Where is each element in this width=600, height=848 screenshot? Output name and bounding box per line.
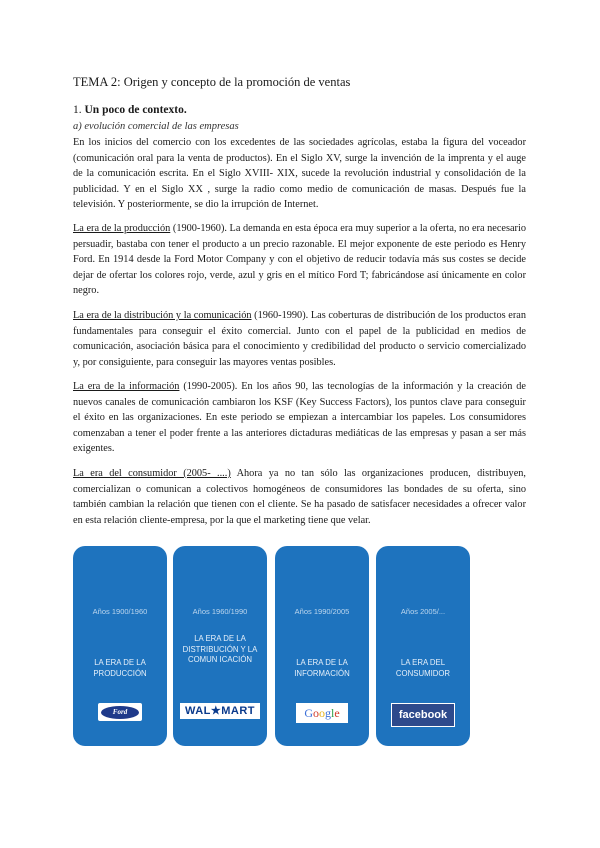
section-heading [73, 104, 187, 116]
subsection-letter: a) [73, 121, 82, 132]
intro-paragraph: En los inicios del comercio con los excedentes de las sociedades agrícolas, estaba la figura del voceador (comunicación oral para la venta de productos). En el Siglo XV, surge la invención de la imprenta y el auge de la comunicación escrita. En el Siglo XVIII- XIX, sucede la revolución industrial y consolidación de la publicidad. Y en el Siglo XX , surge la radio como medio de comunicación de masas. Después fue la televisión. Y posteriormente, se dio la irrupción de Internet. [73, 137, 526, 211]
era-box-information [275, 546, 369, 746]
era-box-distribution [173, 546, 267, 746]
subsection-heading [73, 121, 239, 132]
era-box-production [73, 546, 167, 746]
era-information-heading: La era de la información [73, 381, 180, 392]
era-box-years: Años 1990/2005 [294, 607, 350, 616]
era-box-label: LA ERA DEL CONSUMIDOR [395, 658, 451, 678]
era-box-years: Años 2005/... [400, 607, 446, 616]
subsection-title: evolución comercial de las empresas [84, 121, 239, 132]
document-title: TEMA 2: Origen y concepto de la promoción de ventas [73, 75, 351, 89]
era-distribution-paragraph [73, 308, 526, 370]
walmart-logo-icon: WAL★MART [180, 703, 260, 719]
era-box-label: LA ERA DE LA DISTRIBUCIÓN Y LA COMUN ICACIÓN [182, 634, 258, 664]
era-box-consumer [376, 546, 470, 746]
era-box-years: Años 1960/1990 [192, 607, 248, 616]
era-box-years: Años 1900/1960 [92, 607, 148, 616]
era-information-paragraph [73, 379, 526, 457]
era-consumer-paragraph [73, 466, 526, 528]
era-production-paragraph [73, 221, 526, 299]
era-consumer-text: Ahora ya no tan sólo las organizaciones producen, distribuyen, comercializan o comunican a colectivos homogéneos de consumidores las bondades de su oferta, sino también cambian la relación que tienen con el cliente. Se ha pasado de satisfacer necesidades a ofrecer valor en esta relación cliente-empresa, por la que el marketing tiene que velar. [73, 468, 526, 526]
era-consumer-heading: La era del consumidor (2005- ....) [73, 468, 231, 479]
era-box-label: LA ERA DE LA PRODUCCIÓN [93, 658, 147, 678]
era-distribution-heading: La era de la distribución y la comunicación [73, 310, 252, 321]
era-production-text: (1900-1960). La demanda en esta época era muy superior a la oferta, no era necesario persuadir, bastaba con tener el producto a un precio razonable. El mejor exponente de este periodo es Henry Ford. En 1914 desde la Ford Motor Company y con el objetivo de reducir todavía más sus costes se decide dejar de ofertar los colores rojo, verde, azul y gris en el mítico Ford T; fabricándose así únicamente en color negro. [73, 223, 526, 297]
section-number: 1. [73, 104, 82, 116]
google-logo-icon: G o o g l e [296, 703, 348, 723]
era-production-heading: La era de la producción [73, 223, 171, 234]
facebook-logo-icon: facebook [391, 703, 455, 727]
ford-logo-icon: Ford [98, 703, 142, 721]
era-information-text: (1990-2005). En los años 90, las tecnologías de la información y la creación de nuevos canales de comunicación cambiaron los KSF (Key Success Factors), los puntos clave para conseguir el éxito en las organizaciones. En este periodo se empiezan a intercambiar los papeles. Los consumidores comenzaban a tener el poder frente a las anteriores dictaduras mediáticas de las empresas y pasan a ser más exigentes. [73, 381, 526, 455]
eras-infographic [73, 546, 465, 746]
era-box-label: LA ERA DE LA INFORMACIÓN [294, 658, 350, 678]
era-distribution-text: (1960-1990). Las coberturas de distribución de los productos eran fundamentales para conseguir el éxito comercial. Junto con el papel de la publicidad en medios de comunicación, asociación básica para el conocimiento y credibilidad del producto o servicio comercializado y, por consiguiente, para conseguir las mayores ventas posibles. [73, 310, 526, 368]
section-title: Un poco de contexto. [84, 104, 187, 116]
